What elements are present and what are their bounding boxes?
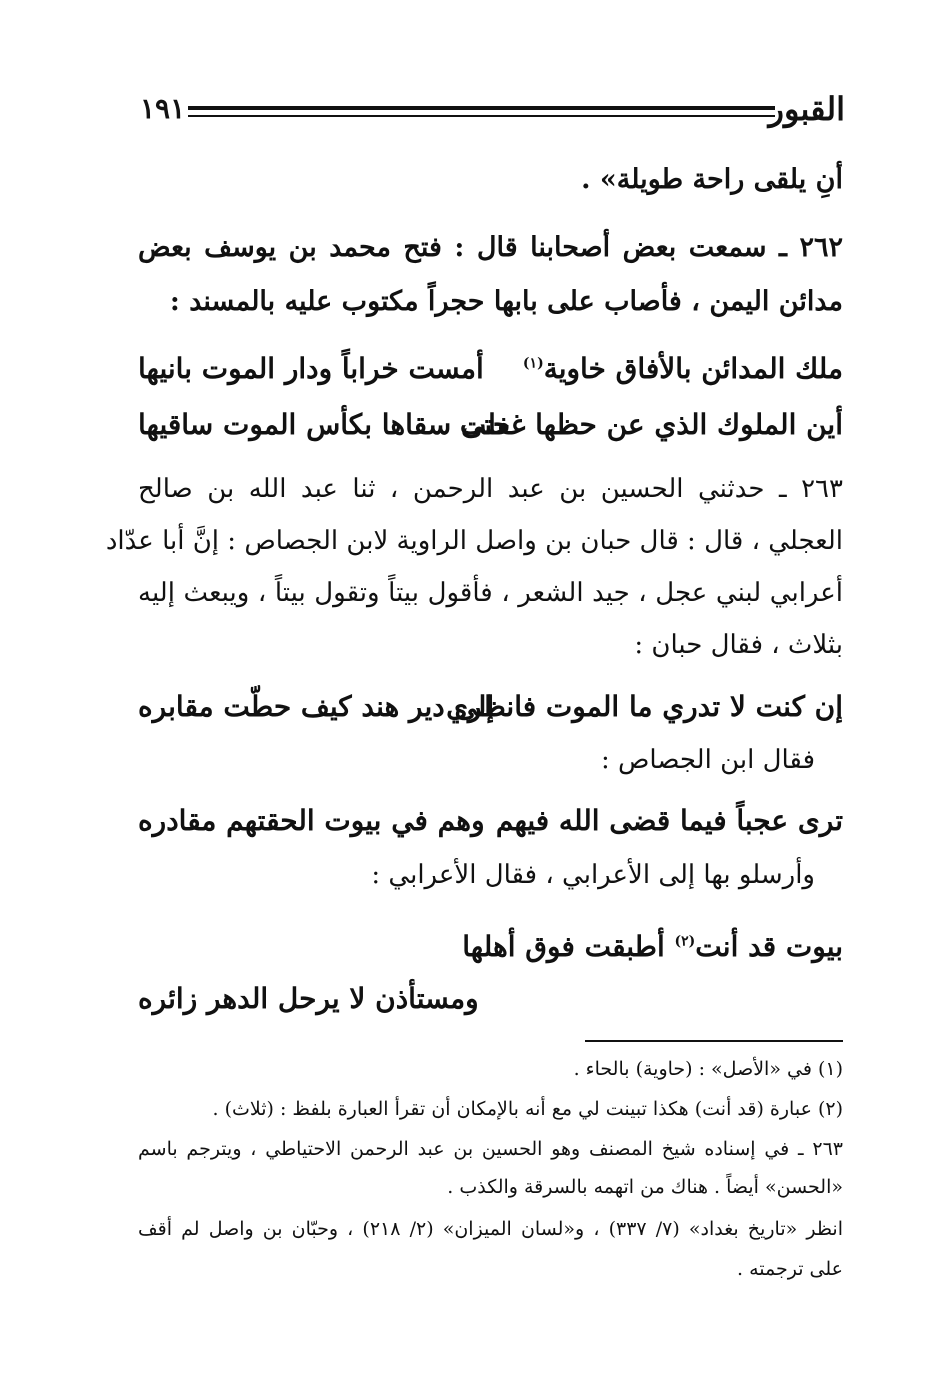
verse-hemistich-left: وهم في بيوت الحقتهم مقادره bbox=[138, 804, 485, 837]
footnote-marker: (١) bbox=[522, 355, 544, 372]
header-rule-thin bbox=[188, 115, 775, 117]
footnote: (٢) عبارة (قد أنت) هكذا تبينت لي مع أنه بالإمكان أن تقرأ العبارة بلفظ : (ثلاث) . bbox=[212, 1098, 843, 1120]
footnote-separator bbox=[585, 1040, 843, 1042]
footnote-marker: (٢) bbox=[674, 933, 696, 950]
text-line: وأرسلو بها إلى الأعرابي ، فقال الأعرابي : bbox=[371, 860, 815, 890]
text-line: أنِ يلقى راحة طويلة» . bbox=[581, 164, 843, 195]
page-number: ١٩١ bbox=[140, 92, 186, 125]
text-line: فقال ابن الجصاص : bbox=[600, 745, 815, 775]
text-line: ٢٦٣ ـ حدثني الحسين بن عبد الرحمن ، ثنا عبد الله بن صالح bbox=[138, 474, 843, 504]
footnote: ٢٦٣ ـ في إسناده شيخ المصنف وهو الحسين بن عبد الرحمن الاحتياطي ، ويترجم باسم bbox=[138, 1138, 843, 1160]
text-line: ٢٦٢ ـ سمعت بعض أصحابنا قال : فتح محمد بن يوسف بعض bbox=[138, 232, 843, 263]
verse-text: بيوت قد أنت bbox=[695, 930, 843, 963]
verse-hemistich-left: إلى دير هند كيف حطّت مقابره bbox=[138, 690, 495, 723]
verse-hemistich-left: أمست خراباً ودار الموت بانيها bbox=[138, 352, 484, 385]
text-line: أعرابي لبني عجل ، جيد الشعر ، فأقول بيتاً وتقول بيتاً ، ويبعث إليه bbox=[138, 578, 843, 608]
text-line: العجلي ، قال : قال حبان بن واصل الراوية لابن الجصاص : إنَّ أبا عدّاد bbox=[105, 526, 843, 556]
header-rule-thick bbox=[188, 106, 775, 110]
text-line: مدائن اليمن ، فأصاب على بابها حجراً مكتوب عليه بالمسند : bbox=[169, 286, 843, 317]
footnote: (١) في «الأصل» : (حاوية) بالحاء . bbox=[573, 1058, 843, 1080]
header-rule bbox=[188, 106, 775, 122]
footnote: «الحسن» أيضاً . هناك من اتهمه بالسرقة والكذب . bbox=[447, 1176, 843, 1198]
verse-hemistich-right: إن كنت لا تدري ما الموت فانظري bbox=[446, 690, 843, 723]
running-title: القبور bbox=[768, 90, 845, 128]
footnote: على ترجمته . bbox=[736, 1258, 843, 1280]
footnote: انظر «تاريخ بغداد» (٧/ ٣٣٧) ، و«لسان الميزان» (٢/ ٢١٨) ، وحبّان بن واصل لم أقف bbox=[138, 1218, 843, 1240]
verse-text: أطبقت فوق أهلها bbox=[462, 930, 665, 963]
verse-hemistich-right: أين الملوك الذي عن حظها غفلت bbox=[459, 408, 843, 441]
verse-hemistich-right bbox=[462, 930, 843, 963]
text-line: بثلاث ، فقال حبان : bbox=[634, 630, 843, 660]
verse-hemistich-left: ومستأذن لا يرحل الدهر زائره bbox=[138, 982, 479, 1015]
verse-text: ملك المدائن بالأفاق خاوية bbox=[543, 352, 843, 385]
verse-hemistich-right: ترى عجباً فيما قضى الله فيهم bbox=[495, 804, 843, 837]
verse-hemistich-right bbox=[523, 352, 843, 385]
verse-hemistich-left: حتى سقاها بكأس الموت ساقيها bbox=[138, 408, 511, 441]
